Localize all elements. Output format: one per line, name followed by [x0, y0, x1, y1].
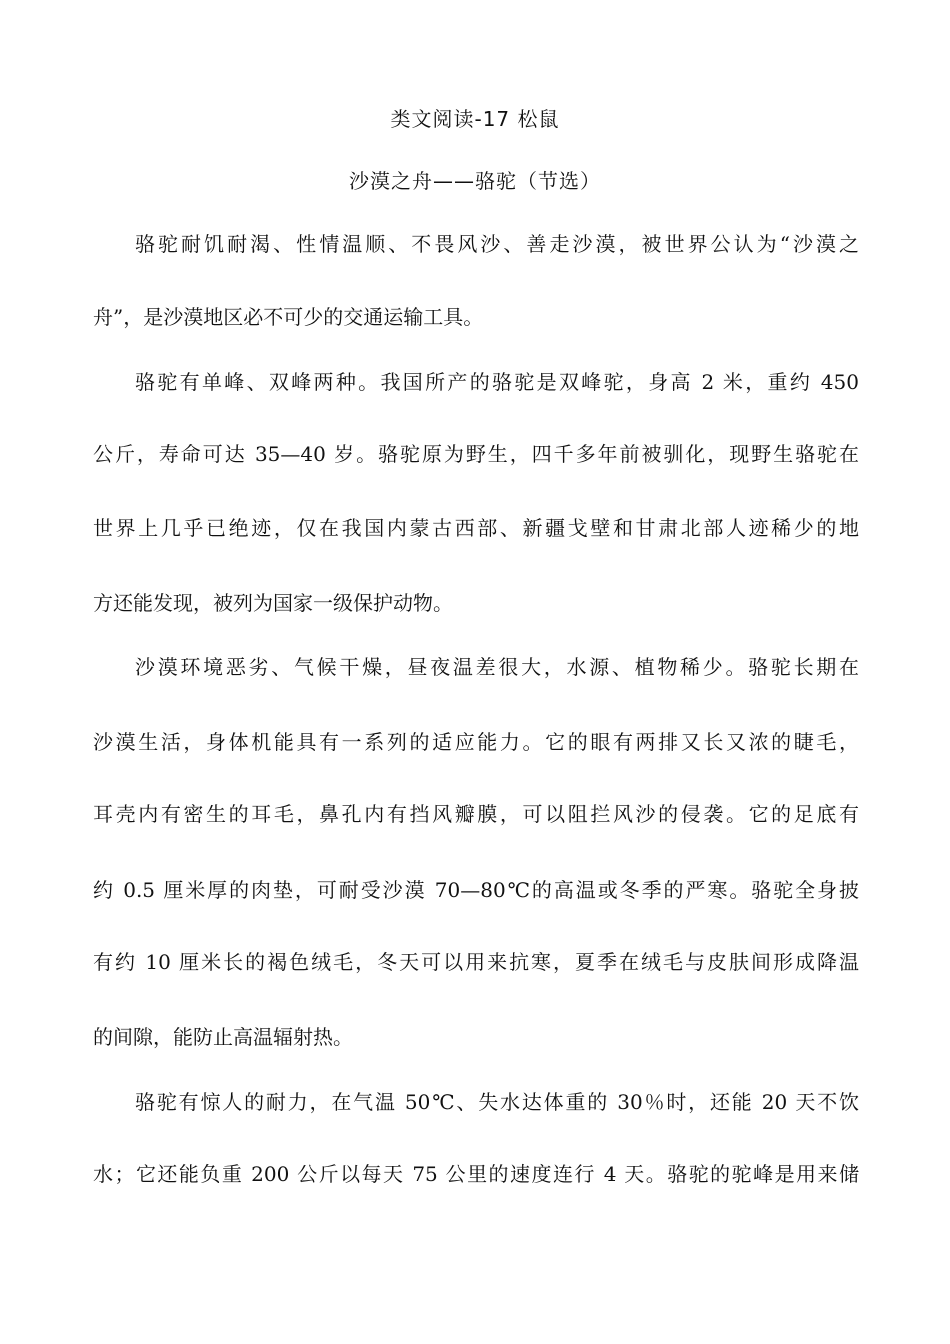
article-title: 沙漠之舟——骆驼（节选） — [349, 169, 601, 193]
text-line: 世界上几乎已绝迹，仅在我国内蒙古西部、新疆戈壁和甘肃北部人迹稀少的地 — [93, 516, 859, 540]
text-line: 约 0.5 厘米厚的肉垫，可耐受沙漠 70—80℃的高温或冬季的严寒。骆驼全身披 — [93, 878, 859, 902]
text-line: 的间隙，能防止高温辐射热。 — [93, 1025, 353, 1049]
document-title: 类文阅读-17 松鼠 — [390, 107, 560, 131]
text-line: 耳壳内有密生的耳毛，鼻孔内有挡风瓣膜，可以阻拦风沙的侵袭。它的足底有 — [93, 802, 859, 826]
text-line: 骆驼有惊人的耐力，在气温 50℃、失水达体重的 30％时，还能 20 天不饮 — [135, 1090, 859, 1114]
text-line: 骆驼耐饥耐渴、性情温顺、不畏风沙、善走沙漠，被世界公认为“沙漠之 — [135, 232, 859, 256]
text-line: 骆驼有单峰、双峰两种。我国所产的骆驼是双峰驼，身高 2 米，重约 450 — [135, 370, 859, 394]
text-line: 方还能发现，被列为国家一级保护动物。 — [93, 591, 453, 615]
text-line: 有约 10 厘米长的褐色绒毛，冬天可以用来抗寒，夏季在绒毛与皮肤间形成降温 — [93, 950, 859, 974]
text-line: 水；它还能负重 200 公斤以每天 75 公里的速度连行 4 天。骆驼的驼峰是用来储 — [93, 1162, 859, 1186]
text-line: 沙漠环境恶劣、气候干燥，昼夜温差很大，水源、植物稀少。骆驼长期在 — [135, 655, 859, 679]
text-line: 沙漠生活，身体机能具有一系列的适应能力。它的眼有两排又长又浓的睫毛， — [93, 730, 859, 754]
text-line: 公斤，寿命可达 35—40 岁。骆驼原为野生，四千多年前被驯化，现野生骆驼在 — [93, 442, 859, 466]
text-line: 舟”，是沙漠地区必不可少的交通运输工具。 — [93, 305, 484, 329]
